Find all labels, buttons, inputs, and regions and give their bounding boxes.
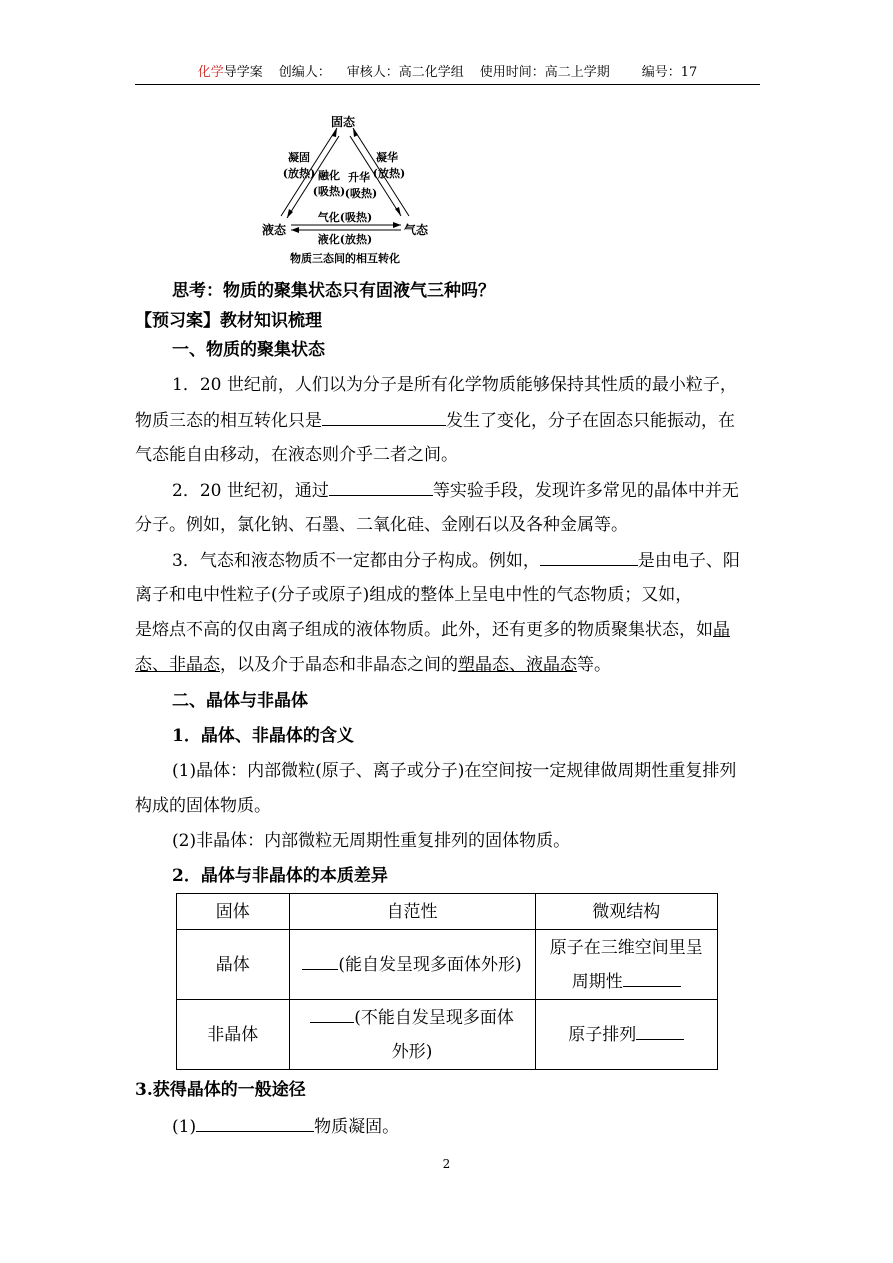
phase-transition-diagram (255, 112, 435, 272)
text: 是由电子、阳 (637, 551, 740, 571)
label-freezing: 凝固 (288, 151, 310, 164)
s1-p2a (172, 478, 797, 503)
table-cell (289, 930, 535, 1000)
table-header-cell: 微观结构 (535, 894, 717, 930)
blank-4 (302, 952, 338, 970)
label-melting-note: (吸热) (312, 185, 346, 198)
text: 是熔点不高的仅由离子组成的液体物质。此外，还有更多的物质聚集状态，如 (135, 620, 713, 640)
underlined-text: 态、非晶态 (135, 655, 220, 675)
s2-c2: (2)非晶体：内部微粒无周期性重复排列的固体物质。 (172, 831, 571, 851)
blank-8 (196, 1114, 314, 1132)
text: 发生了变化，分子在固态只能振动，在 (446, 411, 735, 431)
s2-title: 二、晶体与非晶体 (172, 691, 308, 711)
text: 3．气态和液态物质不一定都由分子构成。例如， (172, 551, 540, 571)
s2-h1: 1．晶体、非晶体的含义 (172, 726, 354, 746)
header-doc-type: 导学案 (223, 65, 263, 80)
label-melting: 融化 (318, 169, 340, 182)
text: (不能自发呈现多面体 (354, 1007, 514, 1028)
s1-p3d (135, 653, 760, 677)
section-title (135, 309, 760, 333)
label-liquid: 液态 (261, 223, 287, 237)
label-freezing-note: (放热) (282, 167, 316, 180)
table-header-cell: 固体 (177, 894, 290, 930)
label-deposition-note: (放热) (372, 167, 406, 180)
s1-p1a: 1．20 世纪前，人们以为分子是所有化学物质能够保持其性质的最小粒子， (172, 375, 737, 395)
text: (1) (172, 1117, 197, 1137)
underlined-text: 塑晶态、液晶态 (458, 655, 577, 675)
s1-p1c: 气态能自由移动，在液态则介乎二者之间。 (135, 445, 458, 465)
header-time: 使用时间：高二上学期 (479, 65, 610, 80)
diagram-caption: 物质三态间的相互转化 (290, 252, 400, 265)
label-sublimation-note: (吸热) (344, 187, 378, 200)
header-author: 创编人： (278, 65, 331, 80)
page-header (135, 64, 760, 85)
s1-p3a (172, 548, 797, 573)
blank-5 (623, 969, 681, 987)
blank-2 (329, 478, 433, 496)
s2-h3: 3.获得晶体的一般途径 (135, 1080, 306, 1100)
s1-p3c (135, 618, 760, 642)
label-deposition: 凝华 (376, 151, 398, 164)
header-number: 编号：17 (641, 65, 698, 80)
label-vaporization: 气化(吸热) (317, 211, 373, 224)
text: 周期性 (571, 971, 623, 992)
text: 2．20 世纪初，通过 (172, 481, 329, 501)
header-subject: 化学 (197, 65, 224, 80)
label-sublimation: 升华 (348, 171, 370, 184)
blank-7 (636, 1022, 684, 1040)
text: 等。 (577, 655, 611, 675)
comparison-table (176, 893, 718, 1070)
page-number: 2 (442, 1157, 451, 1171)
text: 物质凝固。 (314, 1117, 400, 1137)
s2-w1 (172, 1114, 797, 1139)
section-title-text: 教材知识梳理 (220, 311, 322, 331)
s2-c1a: (1)晶体：内部微粒(原子、离子或分子)在空间按一定规律做周期性重复排列 (172, 761, 737, 781)
table-cell: 晶体 (177, 930, 290, 1000)
text: 外形) (391, 1041, 433, 1062)
label-gas: 气态 (403, 223, 429, 237)
section-title-prefix: 【预习案】 (135, 311, 220, 331)
table-cell (535, 1000, 717, 1070)
s1-p1b (135, 408, 760, 433)
blank-1 (322, 408, 446, 426)
label-solid: 固态 (330, 115, 356, 129)
text: 原子排列 (568, 1024, 637, 1045)
header-reviewer: 审核人：高二化学组 (346, 65, 464, 80)
table-row (177, 930, 718, 1000)
s1-p2b: 分子。例如，氯化钠、石墨、二氧化硅、金刚石以及各种金属等。 (135, 515, 628, 535)
table-cell (289, 1000, 535, 1070)
text: 等实验手段，发现许多常见的晶体中并无 (432, 481, 739, 501)
s2-h2: 2．晶体与非晶体的本质差异 (172, 866, 388, 886)
text: ，以及介于晶态和非晶态之间的 (220, 655, 458, 675)
label-condensation: 液化(放热) (317, 233, 373, 246)
underlined-text: 晶 (713, 620, 730, 640)
blank-3 (540, 548, 638, 566)
table-cell (535, 930, 717, 1000)
table-header-row (177, 894, 718, 930)
s1-p3b: 离子和电中性粒子(分子或原子)组成的整体上呈电中性的气态物质；又如， (135, 585, 693, 605)
s1-title: 一、物质的聚集状态 (172, 340, 325, 360)
s2-c1b: 构成的固体物质。 (135, 796, 271, 816)
text: (能自发呈现多面体外形) (338, 954, 522, 975)
table-header-cell: 自范性 (289, 894, 535, 930)
table-cell: 非晶体 (177, 1000, 290, 1070)
text: 物质三态的相互转化只是 (135, 411, 322, 431)
blank-6 (310, 1005, 354, 1023)
text: 原子在三维空间里呈 (549, 937, 703, 958)
think-question: 思考：物质的聚集状态只有固液气三种吗？ (172, 281, 495, 301)
table-row (177, 1000, 718, 1070)
